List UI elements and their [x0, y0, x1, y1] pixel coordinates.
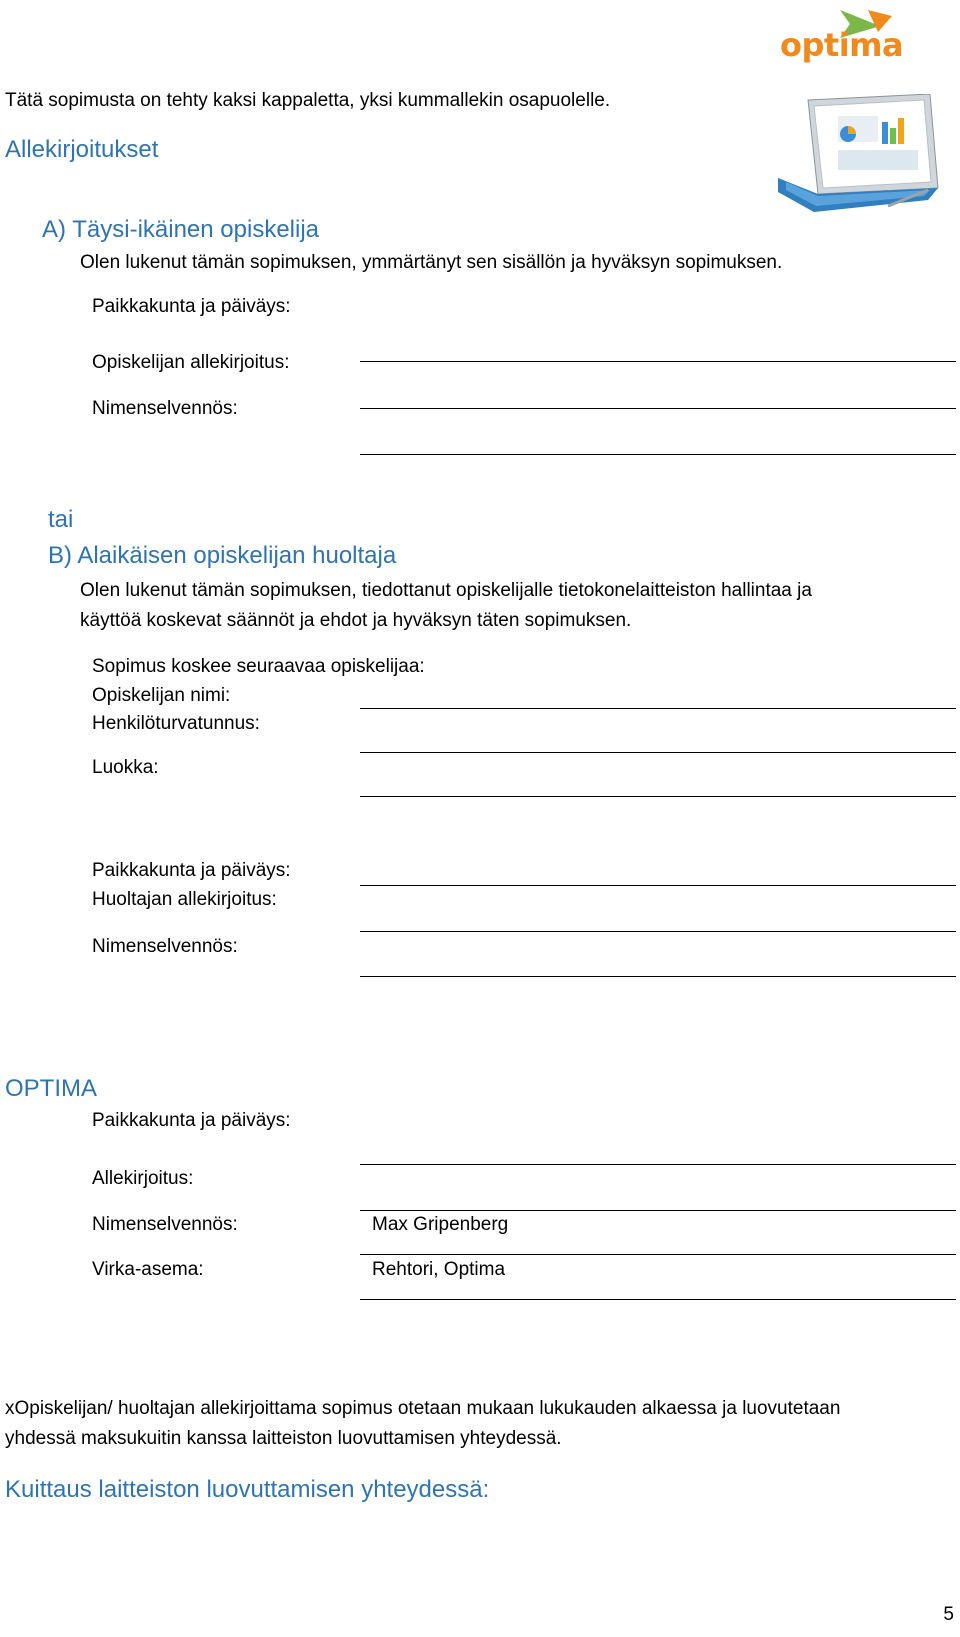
- footer-note-line2: yhdessä maksukuitin kanssa laitteiston luovuttamisen yhteydessä.: [5, 1428, 562, 1449]
- optima-place-date-line: [360, 1164, 956, 1165]
- optima-place-date-label: Paikkakunta ja päiväys:: [92, 1110, 291, 1131]
- intro-text: Tätä sopimusta on tehty kaksi kappaletta, yksi kummallekin osapuolelle.: [5, 90, 611, 111]
- optima-position-value: Rehtori, Optima: [372, 1259, 506, 1280]
- section-b-class-line: [360, 796, 956, 797]
- section-a-place-date-line: [360, 361, 956, 362]
- receipt-heading: Kuittaus laitteiston luovuttamisen yhteydessä:: [5, 1476, 490, 1503]
- section-a-student-signature-line: [360, 408, 956, 409]
- page-number: 5: [943, 1604, 954, 1625]
- section-b-student-name-line: [360, 708, 956, 709]
- signatures-heading: Allekirjoitukset: [5, 136, 159, 163]
- or-text: tai: [48, 506, 74, 533]
- optima-signature-label: Allekirjoitus:: [92, 1168, 194, 1189]
- section-b-ssn-line: [360, 752, 956, 753]
- section-b-student-name-label: Opiskelijan nimi:: [92, 685, 231, 706]
- section-b-name-clarification-line: [360, 976, 956, 977]
- section-b-place-date-line: [360, 885, 956, 886]
- section-b-guardian-signature-line: [360, 931, 956, 932]
- logo-text: optima: [780, 26, 904, 64]
- footer-note-line1: xOpiskelijan/ huoltajan allekirjoittama sopimus otetaan mukaan lukukauden alkaessa ja luovutetaan: [5, 1398, 841, 1419]
- optima-heading: OPTIMA: [5, 1075, 98, 1102]
- optima-name-clarification-line: [360, 1254, 956, 1255]
- section-b-title: B) Alaikäisen opiskelijan huoltaja: [48, 542, 397, 569]
- section-b-class-label: Luokka:: [92, 757, 159, 778]
- section-a-statement: Olen lukenut tämän sopimuksen, ymmärtänyt sen sisällön ja hyväksyn sopimuksen.: [80, 252, 783, 273]
- optima-signature-line: [360, 1210, 956, 1211]
- section-b-name-clarification-label: Nimenselvennös:: [92, 936, 238, 957]
- section-a-title: A) Täysi-ikäinen opiskelija: [42, 216, 320, 243]
- laptop-image: [778, 94, 948, 224]
- optima-name-clarification-label: Nimenselvennös:: [92, 1214, 238, 1235]
- optima-position-line: [360, 1299, 956, 1300]
- section-a-name-clarification-label: Nimenselvennös:: [92, 398, 238, 419]
- section-b-place-date-label: Paikkakunta ja päiväys:: [92, 860, 291, 881]
- optima-name-value: Max Gripenberg: [372, 1214, 509, 1235]
- section-b-guardian-signature-label: Huoltajan allekirjoitus:: [92, 889, 277, 910]
- section-a-place-date-label: Paikkakunta ja päiväys:: [92, 296, 291, 317]
- section-b-concerns: Sopimus koskee seuraavaa opiskelijaa:: [92, 656, 425, 677]
- optima-position-label: Virka-asema:: [92, 1259, 204, 1280]
- section-b-ssn-label: Henkilöturvatunnus:: [92, 713, 260, 734]
- section-a-name-clarification-line: [360, 454, 956, 455]
- section-b-statement-line1: Olen lukenut tämän sopimuksen, tiedottanut opiskelijalle tietokonelaitteiston hallintaa ja: [80, 580, 812, 601]
- laptop-icon: [778, 94, 948, 224]
- optima-logo: [780, 6, 930, 66]
- section-b-statement-line2: käyttöä koskevat säännöt ja ehdot ja hyväksyn täten sopimuksen.: [80, 610, 632, 631]
- section-a-student-signature-label: Opiskelijan allekirjoitus:: [92, 352, 290, 373]
